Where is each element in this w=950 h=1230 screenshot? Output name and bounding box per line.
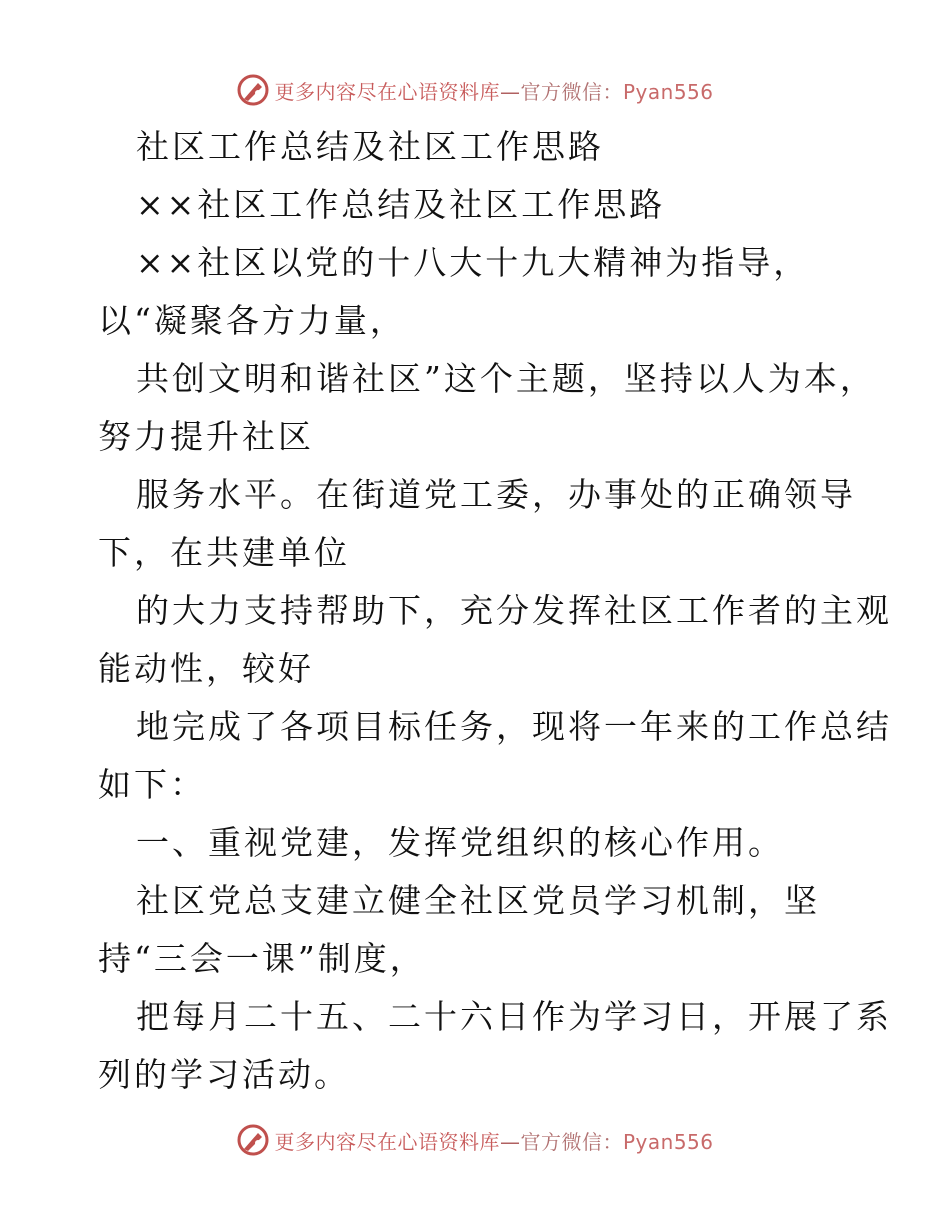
watermark-text [274,1126,713,1155]
paragraph-line: 能动性，较好 [98,649,314,688]
watermark-wechat-label: 官方微信： [520,1129,623,1154]
watermark-text [274,76,713,105]
paragraph-line: 努力提升社区 [98,417,314,456]
watermark-header [0,70,950,110]
watermark-main: 更多内容尽在心语资料库 [274,79,500,104]
paragraph-line: 以“凝聚各方力量， [98,301,406,340]
paragraph-line: 下，在共建单位 [98,533,350,572]
pen-nib-logo-icon [236,1123,270,1157]
paragraph-line: 列的学习活动。 [98,1055,350,1094]
watermark-wechat-id: Pyan556 [622,79,714,104]
watermark-footer [0,1120,950,1160]
document-subtitle: ××社区工作总结及社区工作思路 [136,185,666,224]
paragraph-line: 服务水平。在街道党工委，办事处的正确领导 [136,475,856,514]
watermark-wechat-id: Pyan556 [622,1129,714,1154]
document-title: 社区工作总结及社区工作思路 [136,127,604,166]
section-heading: 一、重视党建，发挥党组织的核心作用。 [136,823,784,862]
paragraph-line: 地完成了各项目标任务，现将一年来的工作总结 [136,707,892,746]
pen-nib-logo-icon [236,73,270,107]
watermark-separator: — [499,1129,521,1154]
watermark-separator: — [499,79,521,104]
watermark-main: 更多内容尽在心语资料库 [274,1129,500,1154]
paragraph-line: ××社区以党的十八大十九大精神为指导， [136,243,810,282]
paragraph-line: 社区党总支建立健全社区党员学习机制，坚 [136,881,820,920]
paragraph-line: 如下： [98,765,206,804]
paragraph-line: 持“三会一课”制度， [98,939,426,978]
paragraph-line: 的大力支持帮助下，充分发挥社区工作者的主观 [136,591,892,630]
paragraph-line: 共创文明和谐社区”这个主题，坚持以人为本， [136,359,876,398]
watermark-wechat-label: 官方微信： [520,79,623,104]
paragraph-line: 把每月二十五、二十六日作为学习日，开展了系 [136,997,892,1036]
